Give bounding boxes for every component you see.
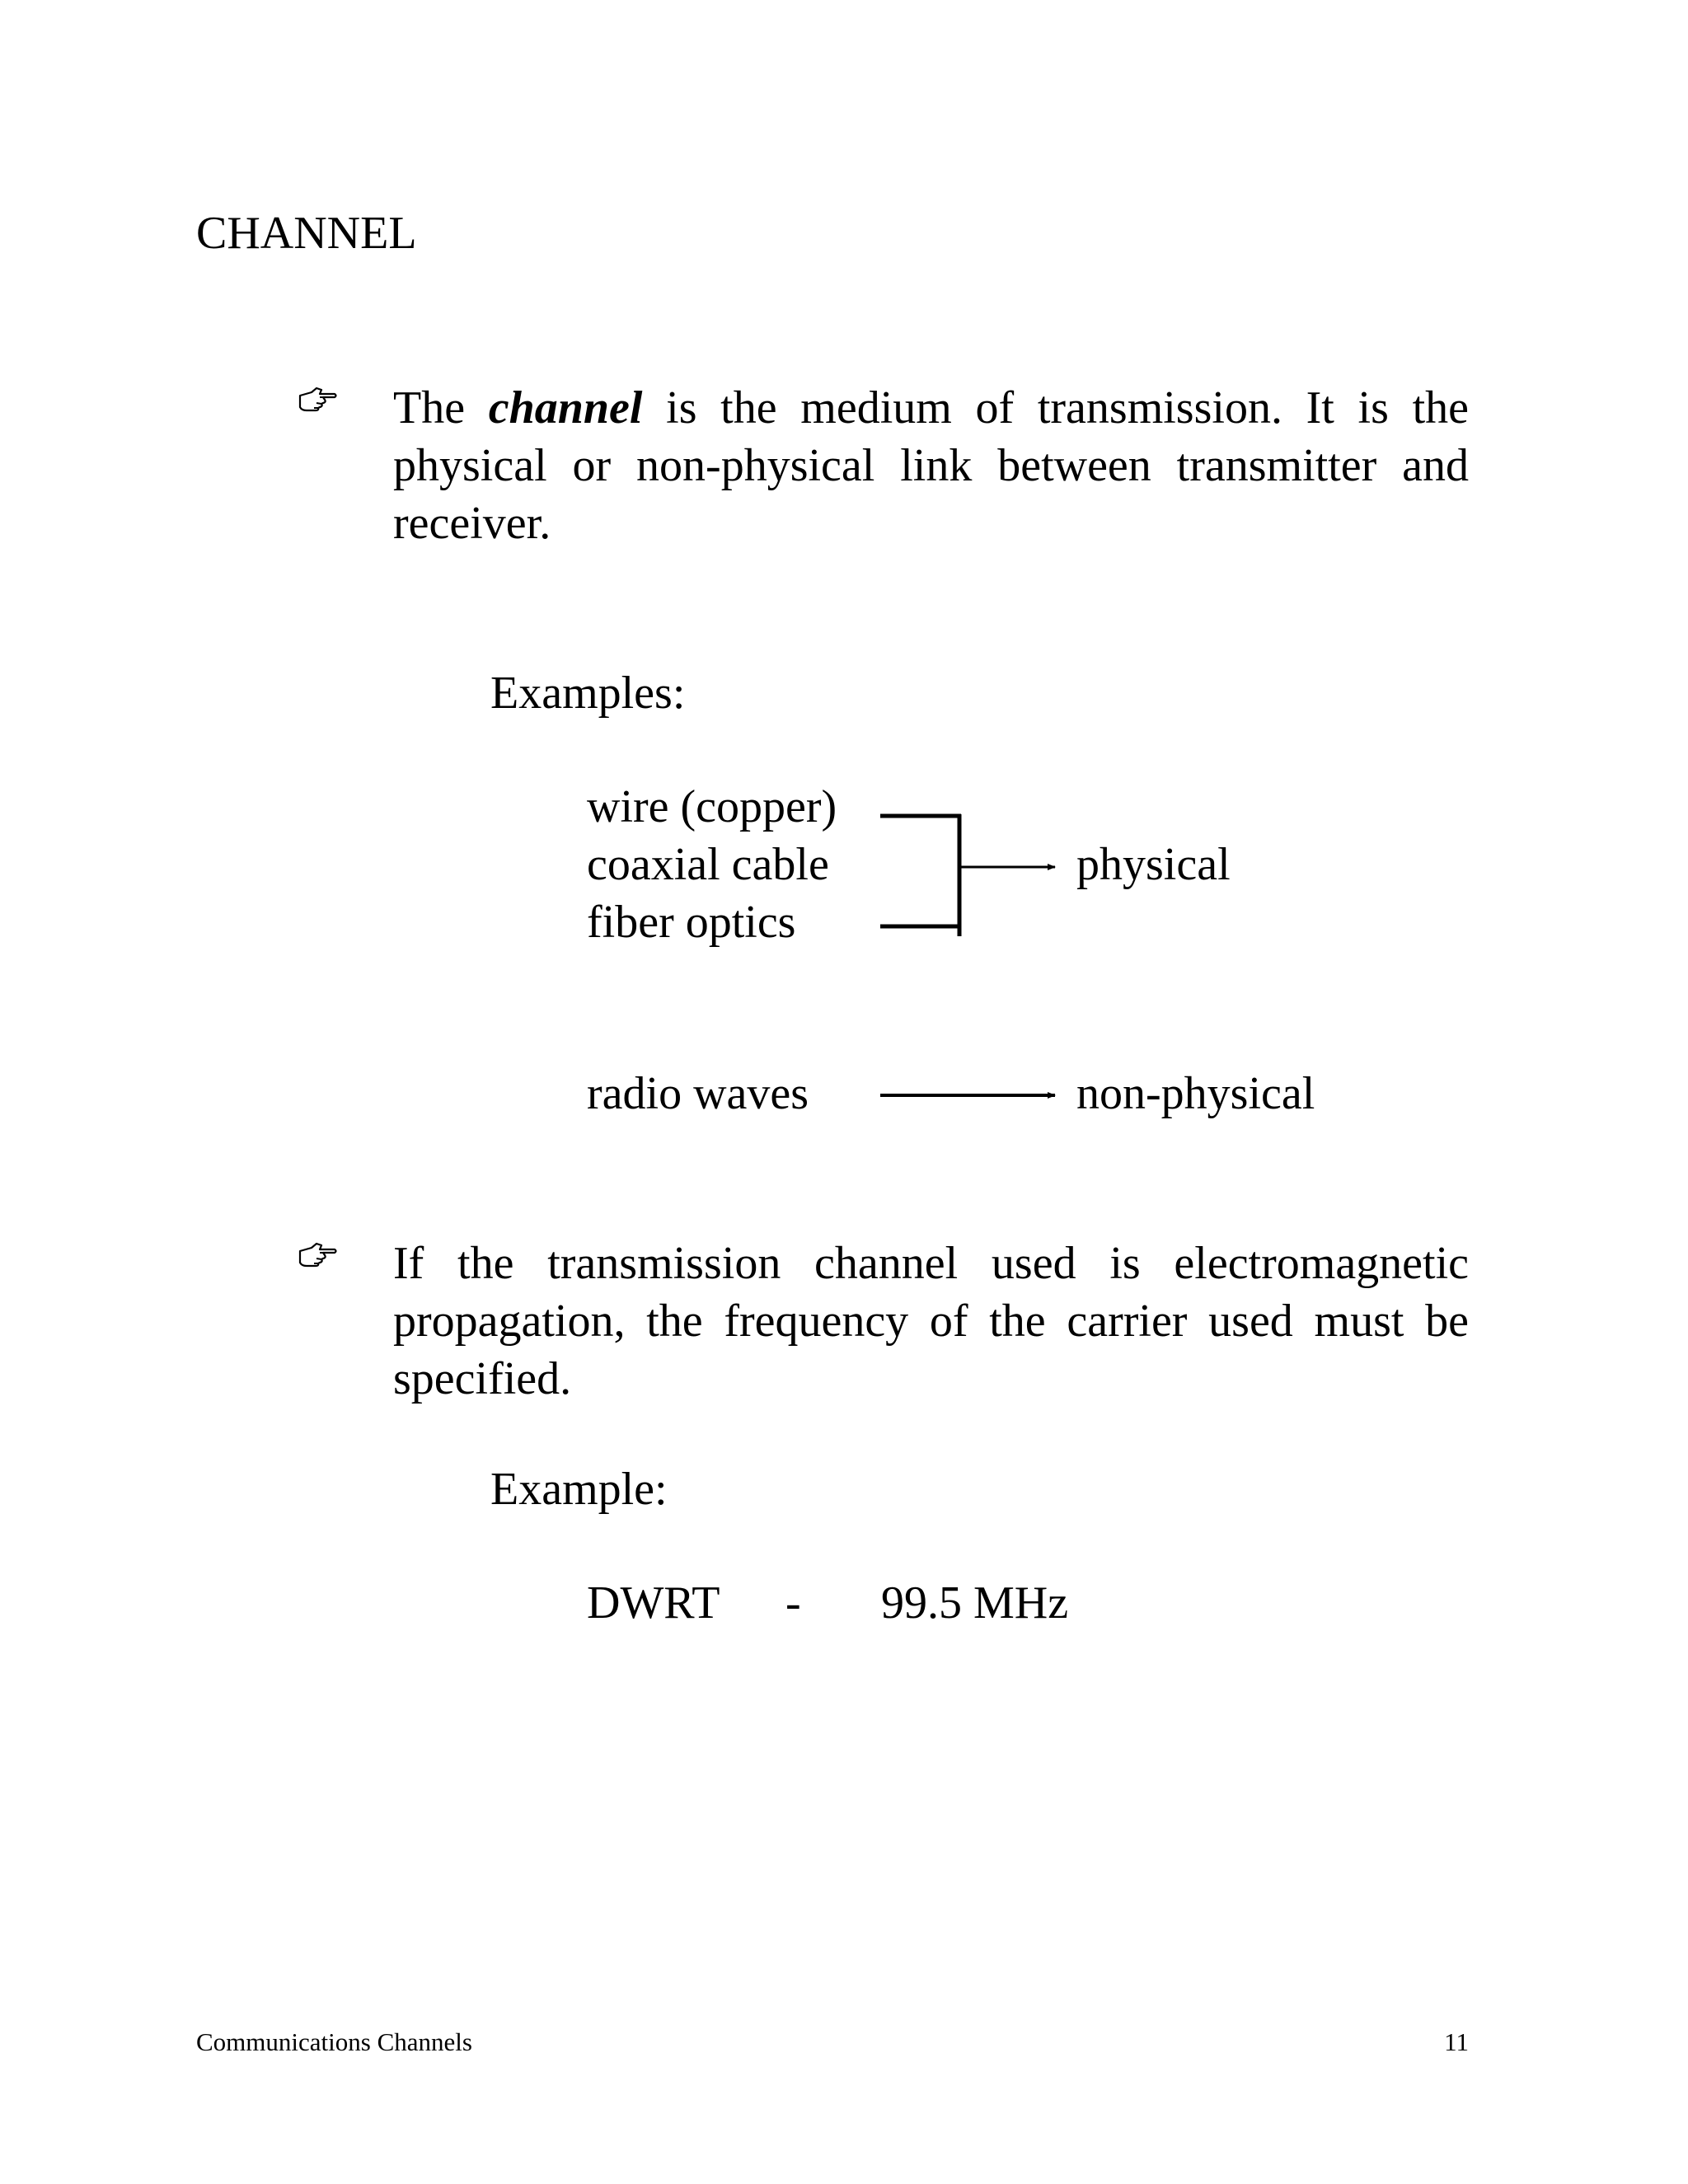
station-name: DWRT — [587, 1577, 720, 1629]
footer-title: Communications Channels — [196, 2027, 472, 2056]
example-item-radio: radio waves — [587, 1068, 809, 1119]
carrier-frequency-paragraph: If the transmission channel used is electromagnetic propagation, the frequency of the carrier used must be specified. — [393, 1238, 1469, 1404]
physical-category-label: physical — [1076, 839, 1231, 890]
examples-label: Examples: — [490, 668, 686, 719]
pointing-hand-icon — [298, 1241, 338, 1269]
channel-definition-paragraph: The channel is the medium of transmission. It is the physical or non-physical link between transmitter and receiver. — [393, 382, 1469, 549]
station-separator: - — [785, 1577, 801, 1629]
example-item-wire: wire (copper) — [587, 781, 837, 832]
page-title: CHANNEL — [196, 208, 417, 259]
channel-term: channel — [488, 382, 643, 434]
example-item-fiber: fiber optics — [587, 897, 796, 948]
example-label: Example: — [490, 1464, 668, 1515]
nonphysical-category-label: non-physical — [1076, 1068, 1315, 1119]
example-item-coaxial: coaxial cable — [587, 839, 829, 890]
physical-bracket — [880, 814, 961, 936]
station-frequency: 99.5 MHz — [881, 1577, 1069, 1629]
page-number: 11 — [1444, 2027, 1469, 2056]
